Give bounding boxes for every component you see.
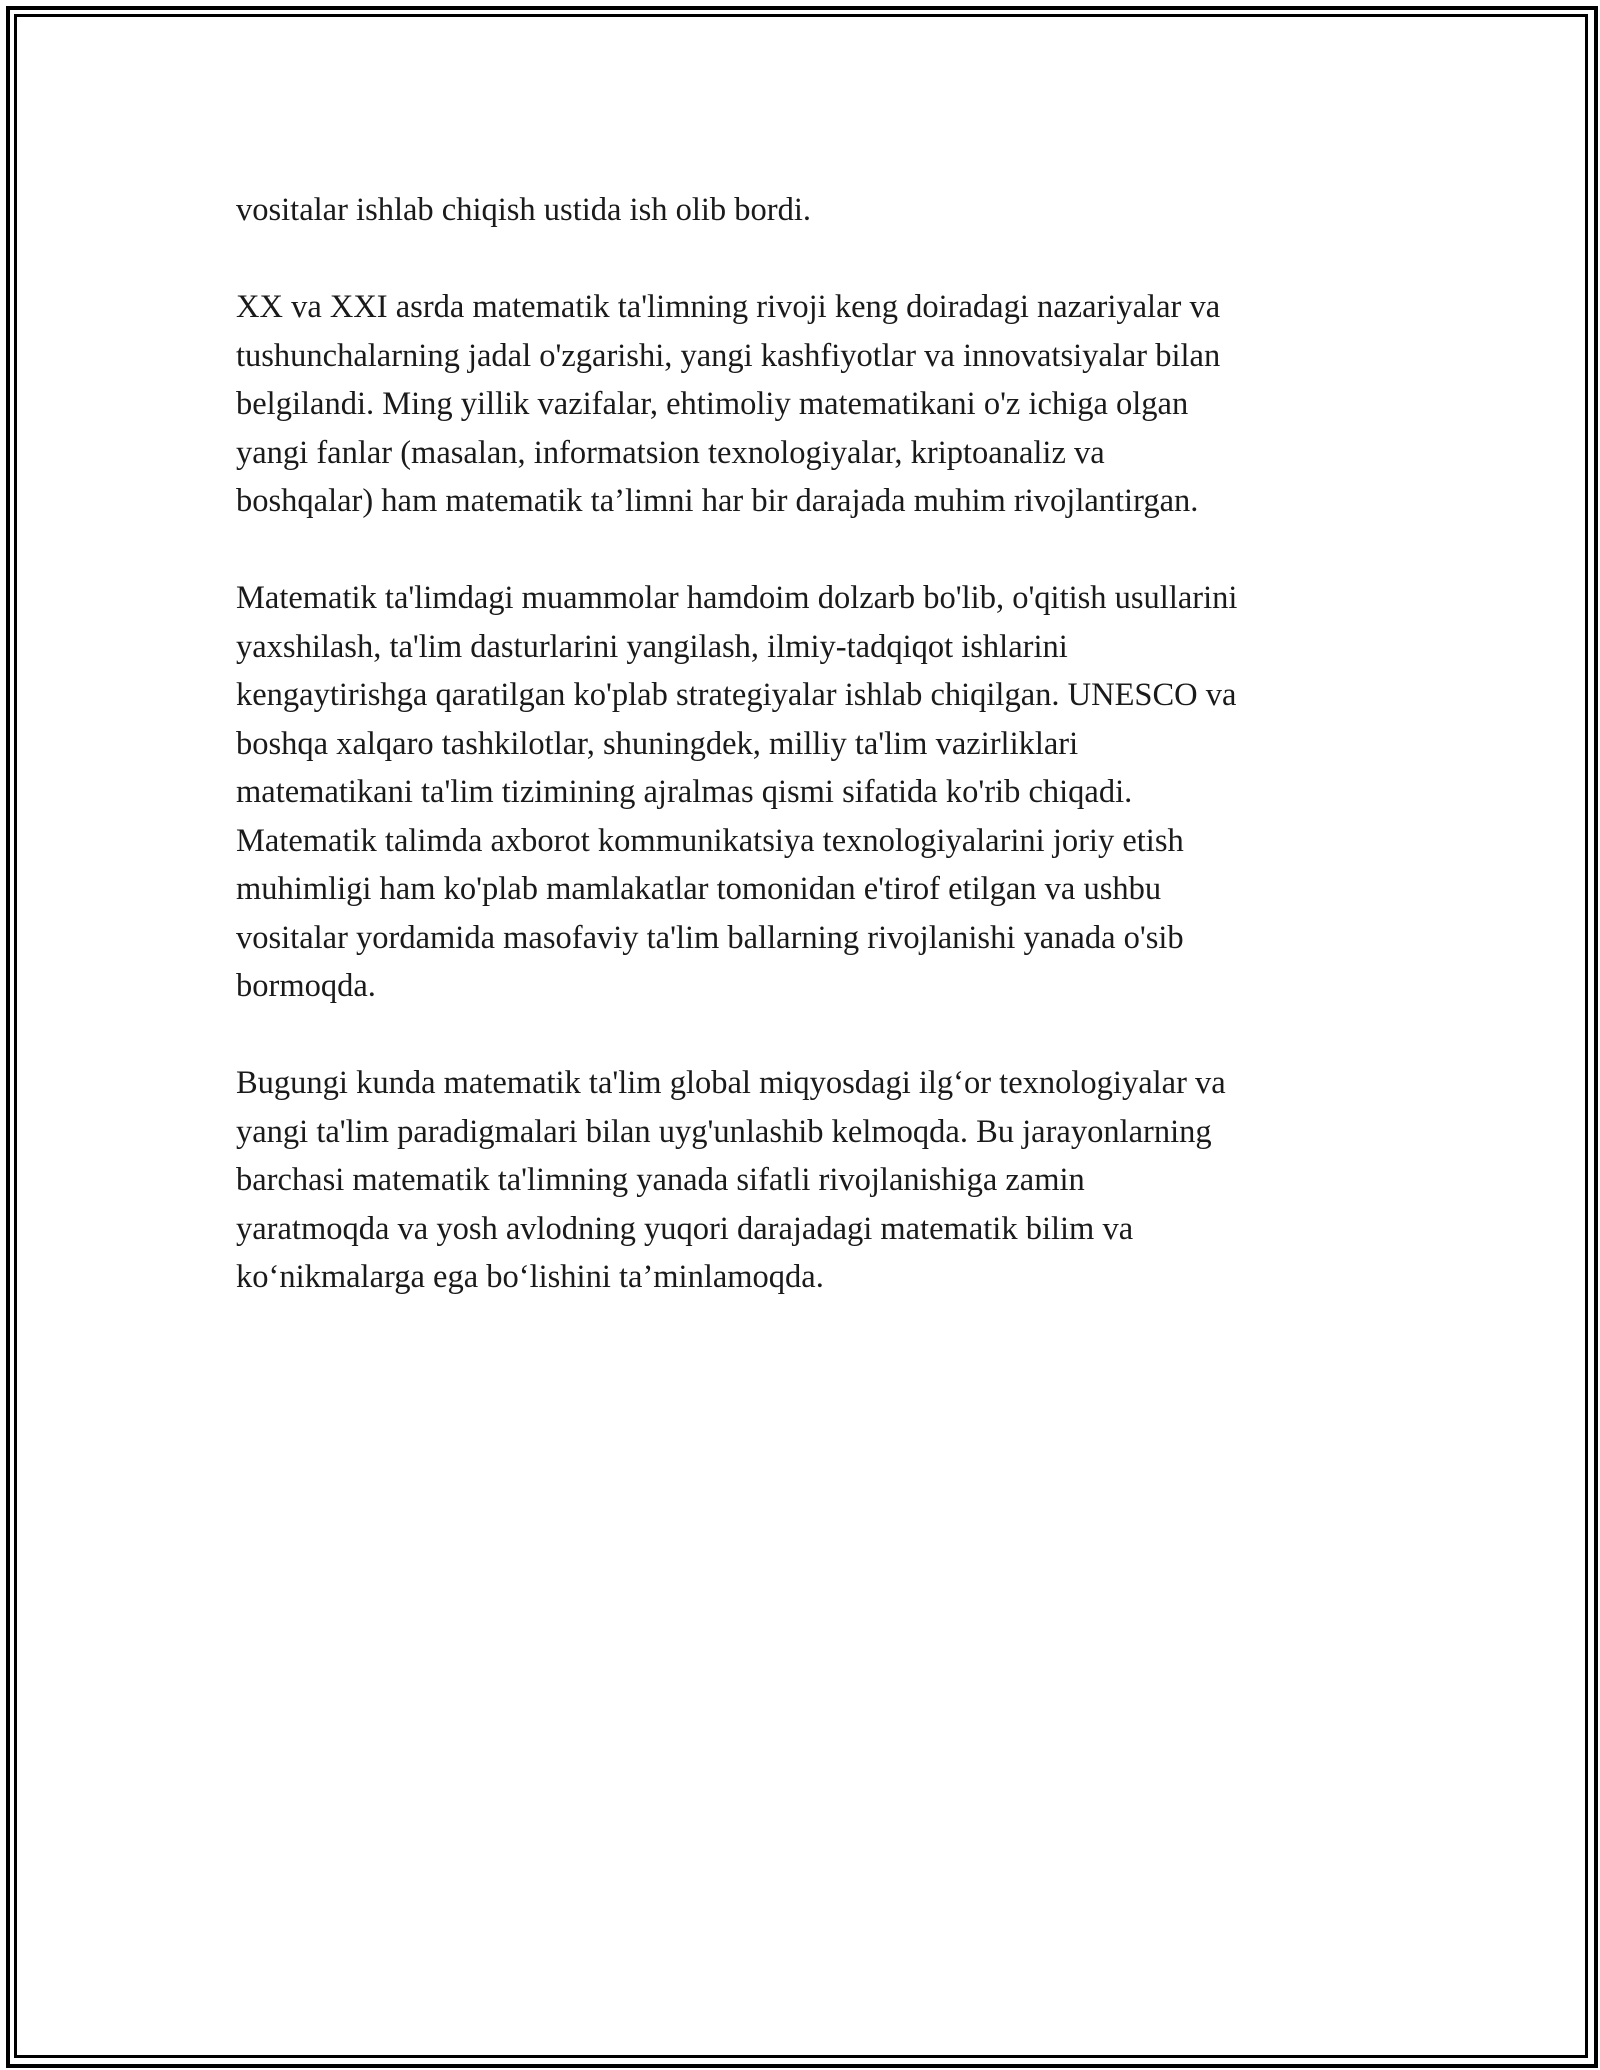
- paragraph-today: Bugungi kunda matematik ta'lim global miqyosdagi ilg‘or texnologiyalar va yangi ta'lim paradigmalari bilan uyg'unlashib kelmoqda. Bu jarayonlarning barchasi matematik ta'limning yanada sifatli rivojlanishiga zamin yaratmoqda va yosh avlodning yuqori darajadagi matematik bilim va ko‘nikmalarga ega bo‘lishini ta’minlamoqda.: [236, 1065, 1226, 1295]
- paragraph-20th-21st-century: XX va XXI asrda matematik ta'limning rivoji keng doiradagi nazariyalar va tushunchalarning jadal o'zgarishi, yangi kashfiyotlar va innovatsiyalar bilan belgilandi. Ming yillik vazifalar, ehtimoliy matematikani o'z ichiga olgan yangi fanlar (masalan, informatsion texnologiyalar, kriptoanaliz va boshqalar) ham matematik ta’limni har bir darajada muhim rivojlantirgan.: [236, 289, 1221, 519]
- paragraph-problems: Matematik ta'limdagi muammolar hamdoim dolzarb bo'lib, o'qitish usullarini yaxshilash, ta'lim dasturlarini yangilash, ilmiy-tadqiqot ishlarini kengaytirishga qaratilgan ko'plab strategiyalar ishlab chiqilgan. UNESCO va boshqa xalqaro tashkilotlar, shuningdek, milliy ta'lim vazirliklari matematikani ta'lim tizimining ajralmas qismi sifatida ko'rib chiqadi. Matematik talimda axborot kommunikatsiya texnologiyalarini joriy etish muhimligi ham ko'plab mamlakatlar tomonidan e'tirof etilgan va ushbu vositalar yordamida masofaviy ta'lim ballarning rivojlanishi yanada o'sib bormoqda.: [236, 580, 1238, 1004]
- paragraph-continuation: vositalar ishlab chiqish ustida ish olib bordi.: [236, 192, 812, 228]
- document-body: [236, 186, 1376, 1302]
